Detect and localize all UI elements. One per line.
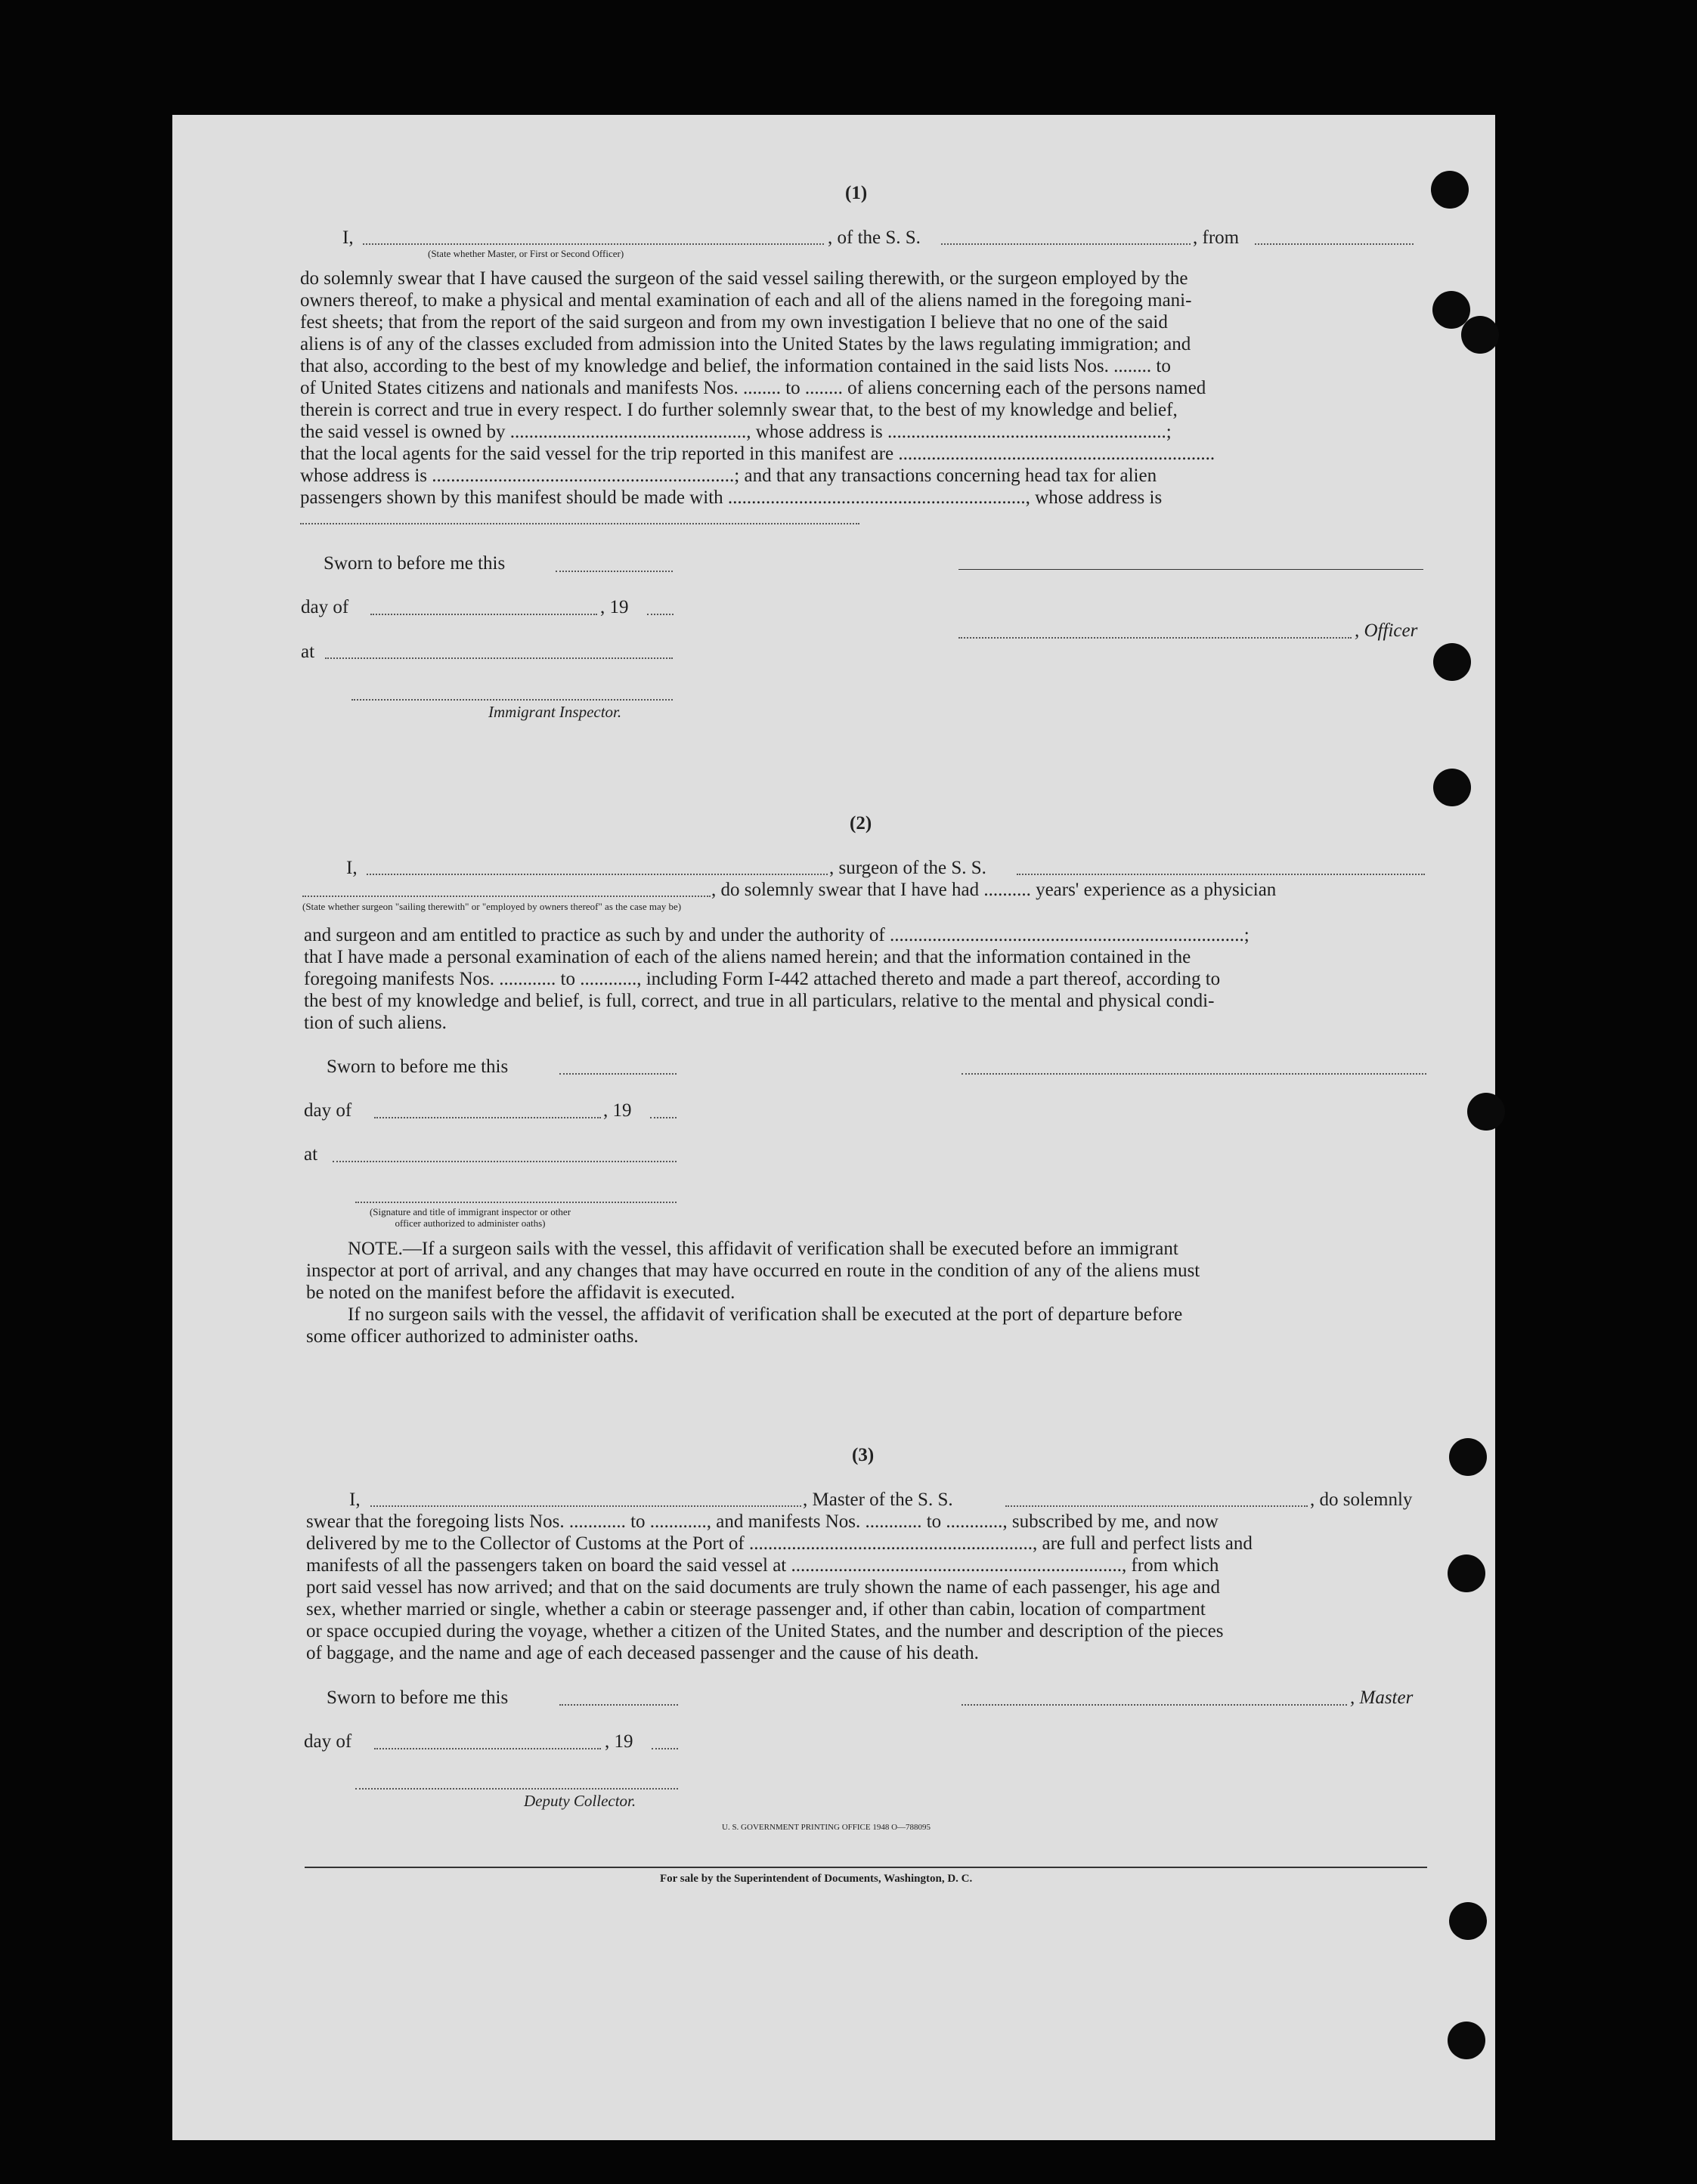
sworn-date-field[interactable]: [559, 1704, 678, 1706]
sworn-label: Sworn to before me this: [324, 553, 506, 574]
note-text: —If a surgeon sails with the vessel, this affidavit of verification shall be executed before an immigrant: [402, 1239, 1178, 1259]
oath-line: of baggage, and the name and age of each deceased passenger and the cause of his death.: [306, 1643, 979, 1663]
surgeon-label: , surgeon of the S. S.: [829, 858, 986, 878]
punch-hole: [1467, 1093, 1505, 1131]
oath-line: of United States citizens and nationals and manifests Nos. ........ to ........ of aliens concerning each of the persons named: [300, 378, 1206, 398]
note-line: If no surgeon sails with the vessel, the affidavit of verification shall be executed at the port of departure before: [348, 1304, 1183, 1325]
master-title: , Master: [1350, 1687, 1414, 1708]
note-line: inspector at port of arrival, and any changes that may have occurred en route in the condition of any of the aliens must: [306, 1261, 1200, 1281]
sworn-label: Sworn to before me this: [327, 1687, 509, 1708]
section-3-heading: (3): [852, 1445, 875, 1465]
oath-line: foregoing manifests Nos. ............ to ............, including Form I-442 attached thereto and made a part thereof, according to: [304, 969, 1221, 989]
from-label: , from: [1193, 227, 1240, 248]
sworn-date-field[interactable]: [559, 1073, 677, 1075]
signature-line[interactable]: [355, 1202, 677, 1203]
punch-hole: [1449, 1438, 1487, 1476]
note-line: be noted on the manifest before the affidavit is executed.: [306, 1282, 735, 1303]
oath-line: tion of such aliens.: [304, 1013, 447, 1033]
sworn-label: Sworn to before me this: [327, 1056, 509, 1077]
at-place-field[interactable]: [333, 1161, 677, 1162]
year-field[interactable]: [650, 1117, 677, 1118]
officer-name-field[interactable]: [363, 243, 824, 245]
master-name-field[interactable]: [370, 1505, 801, 1507]
oath-pronoun: I,: [346, 858, 358, 878]
master-vessel-field[interactable]: [1005, 1505, 1308, 1507]
punch-hole: [1433, 769, 1471, 806]
section-1-heading: (1): [845, 183, 868, 203]
footer-rule: [305, 1867, 1427, 1868]
oath-line: the best of my knowledge and belief, is full, correct, and true in all particulars, relative to the mental and physical condi-: [304, 991, 1215, 1011]
sworn-date-field[interactable]: [556, 571, 673, 572]
oath-line: passengers shown by this manifest should be made with ..............................................................., whose address is: [300, 487, 1163, 508]
inspector-signature-line[interactable]: [962, 1073, 1426, 1075]
master-signature-line[interactable]: [962, 1704, 1347, 1706]
oath-line: therein is correct and true in every respect. I do further solemnly swear that, to the best of my knowledge and belief,: [300, 400, 1178, 420]
printing-office-imprint: U. S. GOVERNMENT PRINTING OFFICE 1948 O—788095: [722, 1823, 931, 1832]
vessel-name-field[interactable]: [941, 243, 1191, 245]
collector-signature-line[interactable]: [355, 1788, 678, 1790]
surgeon-status-field[interactable]: [302, 896, 711, 897]
oath-line: owners thereof, to make a physical and mental examination of each and all of the aliens named in the foregoing mani-: [300, 290, 1192, 311]
oath-pronoun: I,: [342, 227, 354, 248]
section-2-heading: (2): [850, 813, 872, 834]
inspector-title: Immigrant Inspector.: [488, 703, 622, 721]
officer-note: (State whether Master, or First or Second Officer): [428, 248, 624, 259]
day-of-label: day of: [304, 1100, 352, 1121]
punch-hole: [1448, 2022, 1485, 2059]
note-label: NOTE.: [348, 1239, 403, 1259]
officer-signature-line[interactable]: [958, 569, 1423, 570]
oath-line: the said vessel is owned by .................................................., whose address is ...........................................................;: [300, 422, 1172, 442]
punch-hole: [1461, 316, 1499, 354]
oath-line: aliens is of any of the classes excluded from admission into the United States by the laws regulating immigration; and: [300, 334, 1191, 354]
surgeon-note: (State whether surgeon "sailing therewith" or "employed by owners thereof" as the case may be): [302, 901, 682, 912]
surgeon-name-field[interactable]: [367, 874, 828, 875]
collector-title: Deputy Collector.: [524, 1792, 636, 1810]
vessel-label: , of the S. S.: [828, 227, 921, 248]
punch-hole: [1431, 171, 1469, 209]
master-label: , Master of the S. S.: [803, 1490, 953, 1510]
day-of-label: day of: [304, 1731, 352, 1752]
day-of-field[interactable]: [370, 614, 597, 615]
year-label: , 19: [600, 597, 629, 617]
at-label: at: [301, 642, 315, 662]
for-sale-note: For sale by the Superintendent of Documents, Washington, D. C.: [660, 1873, 973, 1885]
note-line: [348, 1238, 1178, 1260]
experience-line: , do solemnly swear that I have had .......... years' experience as a physician: [711, 880, 1277, 900]
at-place-field[interactable]: [325, 657, 673, 659]
surgeon-vessel-field[interactable]: [1017, 874, 1425, 875]
punch-hole: [1448, 1554, 1485, 1592]
officer-name-line[interactable]: [958, 637, 1352, 639]
note-line: some officer authorized to administer oaths.: [306, 1326, 639, 1347]
oath-line: and surgeon and am entitled to practice as such by and under the authority of ...........................................................................;: [304, 925, 1250, 945]
year-field[interactable]: [652, 1748, 678, 1749]
year-label: , 19: [603, 1100, 632, 1121]
day-of-field[interactable]: [374, 1117, 601, 1118]
at-label: at: [304, 1144, 318, 1165]
oath-line: or space occupied during the voyage, whether a citizen of the United States, and the number and description of the pieces: [306, 1621, 1224, 1641]
oath-line: whose address is ................................................................; and that any transactions concerning head tax for alien: [300, 466, 1157, 486]
year-label: , 19: [605, 1731, 633, 1752]
address-continuation-field[interactable]: [300, 523, 859, 524]
oath-line: that the local agents for the said vessel for the trip reported in this manifest are ...................................................................: [300, 444, 1215, 464]
inspector-signature-line[interactable]: [351, 699, 673, 701]
from-port-field[interactable]: [1255, 243, 1414, 245]
oath-line: manifests of all the passengers taken on board the said vessel at ......................................................................, from which: [306, 1555, 1219, 1576]
oath-line: swear that the foregoing lists Nos. ............ to ............, and manifests Nos. ............ to ............, subscribed by me, and now: [306, 1511, 1219, 1532]
signature-note: (Signature and title of immigrant inspector or other officer authorized to administer oaths): [369, 1206, 571, 1229]
oath-line: port said vessel has now arrived; and that on the said documents are truly shown the name of each passenger, his age and: [306, 1577, 1221, 1598]
oath-line: delivered by me to the Collector of Customs at the Port of ............................................................, are full and perfect lists and: [306, 1533, 1253, 1554]
day-of-label: day of: [301, 597, 349, 617]
oath-line: sex, whether married or single, whether a cabin or steerage passenger and, if other than cabin, location of compartment: [306, 1599, 1206, 1619]
oath-line: fest sheets; that from the report of the said surgeon and from my own investigation I believe that no one of the said: [300, 312, 1168, 333]
oath-pronoun: I,: [349, 1490, 361, 1510]
officer-title: , Officer: [1355, 620, 1418, 641]
punch-hole: [1433, 643, 1471, 681]
year-field[interactable]: [647, 614, 674, 615]
solemnly-label: , do solemnly: [1310, 1490, 1413, 1510]
oath-line: do solemnly swear that I have caused the surgeon of the said vessel sailing therewith, or the surgeon employed by the: [300, 268, 1188, 289]
oath-line: that also, according to the best of my knowledge and belief, the information contained in the said lists Nos. ........ to: [300, 356, 1171, 376]
punch-hole: [1449, 1902, 1487, 1940]
day-of-field[interactable]: [374, 1748, 601, 1749]
oath-line: that I have made a personal examination of each of the aliens named herein; and that the information contained in the: [304, 947, 1191, 967]
